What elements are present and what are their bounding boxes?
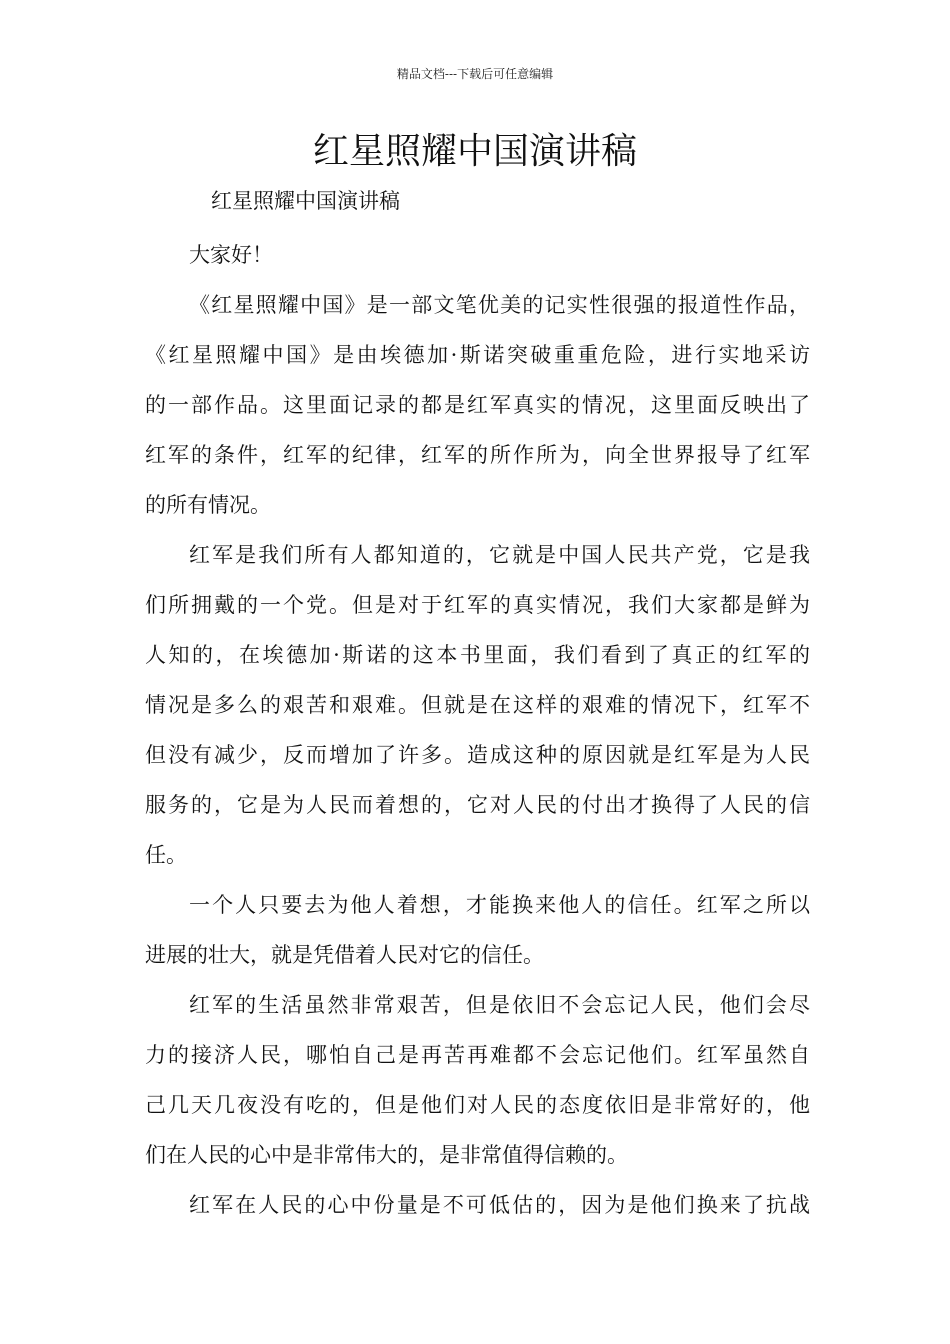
paragraph-line: 《红星照耀中国》是一部文笔优美的记实性很强的报道性作品， bbox=[189, 293, 810, 317]
document-subtitle: 红星照耀中国演讲稿 bbox=[211, 189, 400, 213]
paragraph-line: 人知的，在埃德加·斯诺的这本书里面，我们看到了真正的红军的 bbox=[145, 643, 810, 667]
document-body bbox=[145, 180, 810, 1230]
paragraph-line: 进展的壮大，就是凭借着人民对它的信任。 bbox=[145, 943, 544, 967]
paragraph-line: 红军在人民的心中份量是不可低估的，因为是他们换来了抗战 bbox=[189, 1193, 810, 1217]
paragraph-2 bbox=[145, 530, 810, 880]
paragraph-line: 们所拥戴的一个党。但是对于红军的真实情况，我们大家都是鲜为 bbox=[145, 593, 810, 617]
paragraph-line: 服务的，它是为人民而着想的，它对人民的付出才换得了人民的信 bbox=[145, 793, 810, 817]
paragraph-line: 红军的生活虽然非常艰苦，但是依旧不会忘记人民，他们会尽 bbox=[189, 993, 810, 1017]
paragraph-3 bbox=[145, 880, 810, 980]
paragraph-5 bbox=[145, 1180, 810, 1230]
paragraph-line: 但没有减少，反而增加了许多。造成这种的原因就是红军是为人民 bbox=[145, 743, 810, 767]
paragraph-line: 《红星照耀中国》是由埃德加·斯诺突破重重危险，进行实地采访 bbox=[145, 343, 810, 367]
paragraph-line: 的所有情况。 bbox=[145, 493, 271, 517]
paragraph-line: 己几天几夜没有吃的，但是他们对人民的态度依旧是非常好的，他 bbox=[145, 1093, 810, 1117]
paragraph-line: 任。 bbox=[145, 843, 187, 867]
paragraph-line: 红军的条件，红军的纪律，红军的所作所为，向全世界报导了红军 bbox=[145, 443, 810, 467]
paragraph-1 bbox=[145, 280, 810, 530]
paragraph-line: 情况是多么的艰苦和艰难。但就是在这样的艰难的情况下，红军不 bbox=[145, 693, 810, 717]
greeting: 大家好！ bbox=[189, 243, 273, 267]
paragraph-line: 一个人只要去为他人着想，才能换来他人的信任。红军之所以 bbox=[189, 893, 810, 917]
paragraph-line: 的一部作品。这里面记录的都是红军真实的情况，这里面反映出了 bbox=[145, 393, 810, 417]
header-note: 精品文档---下载后可任意编辑 bbox=[396, 67, 554, 81]
document-title: 红星照耀中国演讲稿 bbox=[312, 131, 637, 172]
paragraph-line: 红军是我们所有人都知道的，它就是中国人民共产党，它是我 bbox=[189, 543, 810, 567]
paragraph-line: 们在人民的心中是非常伟大的，是非常值得信赖的。 bbox=[145, 1143, 628, 1167]
paragraph-4 bbox=[145, 980, 810, 1180]
paragraph-line: 力的接济人民，哪怕自己是再苦再难都不会忘记他们。红军虽然自 bbox=[145, 1043, 810, 1067]
